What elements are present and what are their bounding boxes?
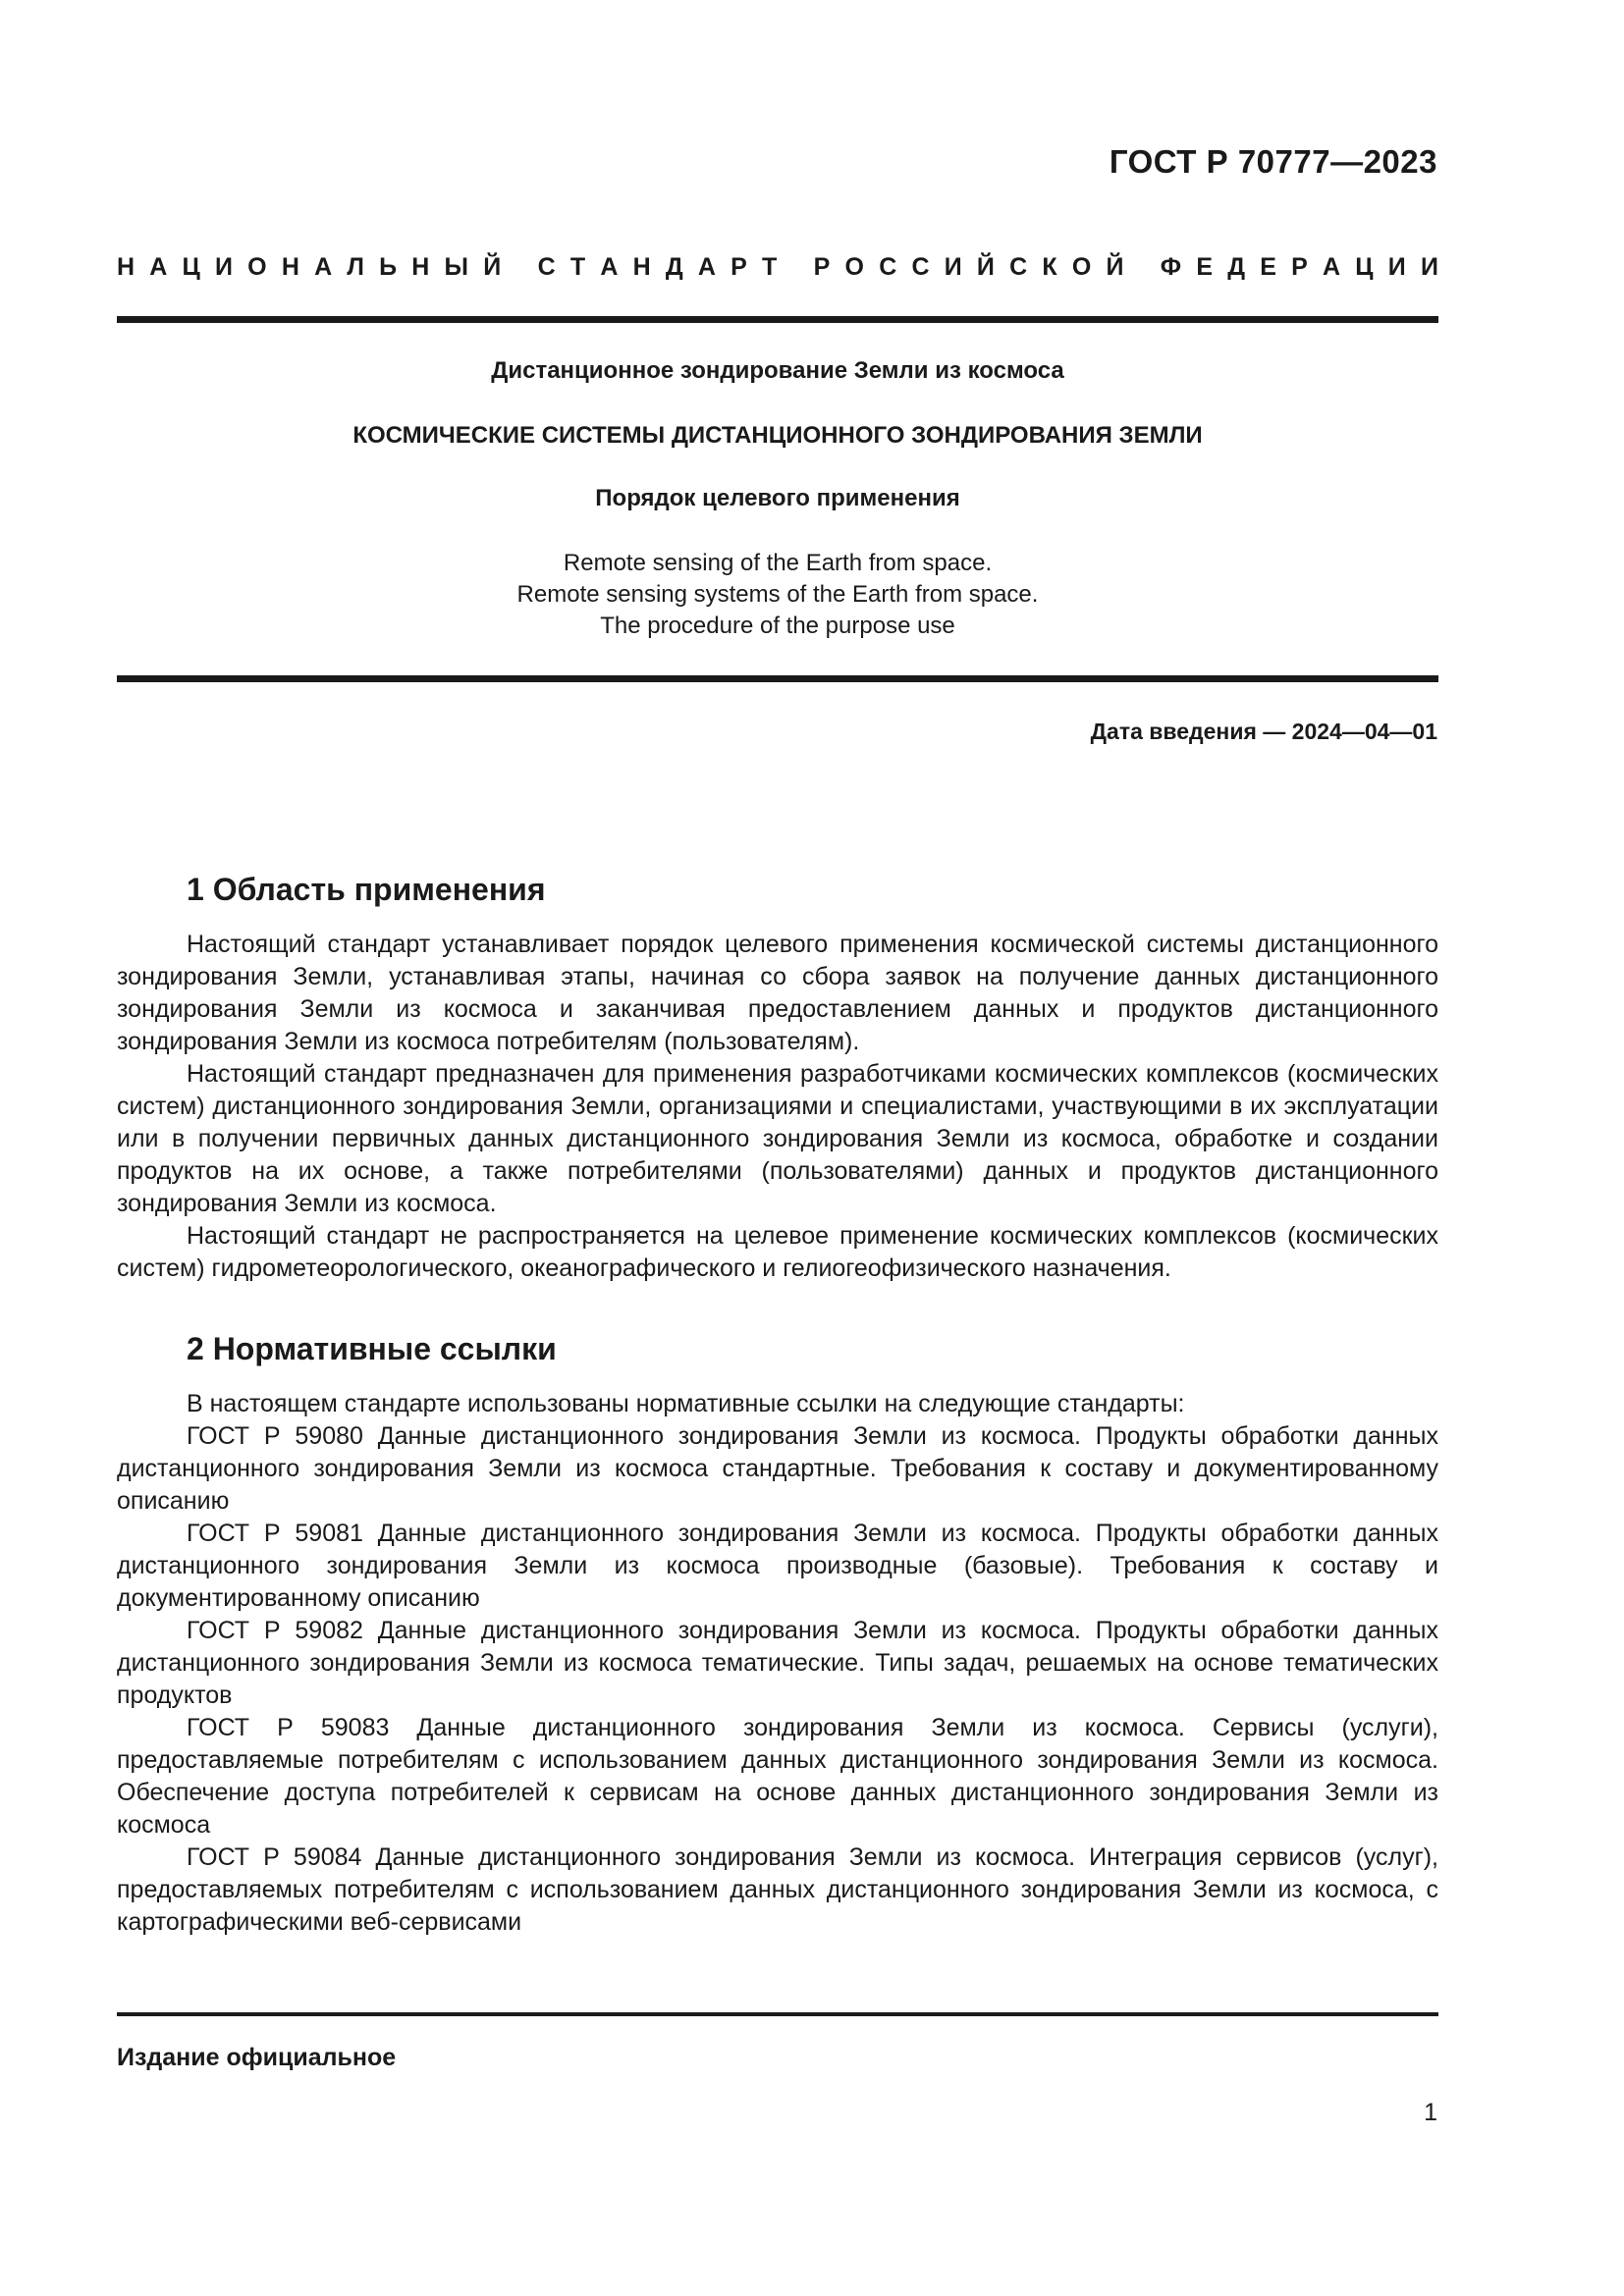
national-heading-letter: Ц [182,253,200,281]
title-rule [117,675,1438,682]
national-heading-letter: А [697,253,716,281]
title-part: Порядок целевого применения [595,485,960,511]
national-heading-letter: Л [347,253,364,281]
national-heading-letter: И [215,253,233,281]
paragraph: Настоящий стандарт устанавливает порядок целевого применения космической системы дистанционного зондирования Земли, устанавливая этапы, начиная со сбора заявок на получение данных дистанционного зондирования Земли из космоса и заканчивая предоставлением данных и продуктов дистанционного зондирования Земли из космоса потребителям (пользователям). [117,931,1438,1055]
title-english-line: Remote sensing systems of the Earth from space. [516,581,1039,608]
edition-label: Издание официальное [117,2044,397,2071]
national-heading-letter: Ф [1160,253,1182,281]
reference-item: ГОСТ Р 59083 Данные дистанционного зондирования Земли из космоса. Сервисы (услуги), предоставляемые потребителям с использованием данных дистанционного зондирования Земли из космоса. Обеспечение доступа потребителей к сервисам на основе данных дистанционного зондирования Земли из космоса [117,1714,1438,1839]
national-heading-letter [515,253,522,282]
national-heading-letter: Е [1196,253,1214,281]
reference-item: ГОСТ Р 59080 Данные дистанционного зондирования Земли из космоса. Продукты обработки данных дистанционного зондирования Земли из космоса стандартные. Требования к составу и документированному описанию [117,1422,1438,1515]
national-heading-letter: Р [813,253,831,281]
footer-rule [117,2012,1438,2016]
introduction-date: Дата введения — 2024—04—01 [1090,719,1437,744]
national-heading-letter: Д [665,253,683,281]
national-heading-letter: Й [483,253,502,281]
standard-number: ГОСТ Р 70777—2023 [1109,143,1437,180]
national-heading-letter [792,253,799,282]
national-heading-letter: С [1009,253,1028,281]
national-heading-letter: А [314,253,333,281]
national-heading-letter: Н [117,253,135,281]
section-1-title: 1 Область применения [187,872,546,907]
paragraph: Настоящий стандарт не распространяется на целевое применение космических комплексов (космических систем) гидрометеорологического, океанографического и гелиогеофизического назначения. [117,1222,1438,1282]
national-heading-letter: С [537,253,556,281]
national-heading-letter: А [149,253,168,281]
title-english [117,548,1438,642]
national-heading-letter: Н [281,253,299,281]
title-main: КОСМИЧЕСКИЕ СИСТЕМЫ ДИСТАНЦИОННОГО ЗОНДИРОВАНИЯ ЗЕМЛИ [352,422,1203,449]
title-english-line: Remote sensing of the Earth from space. [563,550,993,576]
section-2-body [117,1388,1438,1939]
page-number: 1 [1424,2099,1437,2126]
national-heading-letter: Р [1291,253,1308,281]
national-heading-letter: И [944,253,962,281]
national-heading-letter: С [911,253,930,281]
national-heading-letter: О [844,253,864,281]
national-heading-letter: Е [1260,253,1276,281]
title-subject: Дистанционное зондирование Земли из космоса [491,357,1064,384]
national-heading-letter: Ы [444,253,469,281]
national-heading-letter: Р [731,253,747,281]
section-2-title: 2 Нормативные ссылки [187,1331,557,1366]
national-heading-letter: К [1042,253,1057,281]
national-heading-letter: Т [762,253,778,281]
national-heading-letter: Й [1106,253,1124,281]
national-heading-letter: И [1420,253,1438,281]
national-heading-letter: И [1387,253,1406,281]
national-heading-letter: Т [569,253,586,281]
national-heading-letter: О [247,253,267,281]
national-heading-letter: Ц [1355,253,1374,281]
reference-item: ГОСТ Р 59084 Данные дистанционного зондирования Земли из космоса. Интеграция сервисов (услуг), предоставляемых потребителям с использованием данных дистанционного зондирования Земли из космоса, с картографическими веб-сервисами [117,1843,1438,1936]
reference-item: ГОСТ Р 59082 Данные дистанционного зондирования Земли из космоса. Продукты обработки данных дистанционного зондирования Земли из космоса тематические. Типы задач, решаемых на основе тематических продуктов [117,1617,1438,1709]
section-1-body [117,929,1438,1285]
paragraph: Настоящий стандарт предназначен для применения разработчиками космических комплексов (космических систем) дистанционного зондирования Земли, организациями и специалистами, участвующими в их эксплуатации или в получении первичных данных дистанционного зондирования Земли из космоса, обработке и создании продуктов на их основе, а также потребителями (пользователями) данных и продуктов дистанционного зондирования Земли из космоса. [117,1060,1438,1217]
national-heading-letter: Н [411,253,430,281]
title-english-line: The procedure of the purpose use [600,613,955,639]
national-heading-letter: О [1071,253,1092,281]
national-heading-letter: С [879,253,897,281]
paragraph: В настоящем стандарте использованы нормативные ссылки на следующие стандарты: [187,1390,1185,1417]
reference-item: ГОСТ Р 59081 Данные дистанционного зондирования Земли из космоса. Продукты обработки данных дистанционного зондирования Земли из космоса производные (базовые). Требования к составу и документированному описанию [117,1520,1438,1612]
header-rule [117,316,1438,323]
national-heading-letter: Д [1227,253,1246,281]
national-heading-letter: А [600,253,619,281]
national-heading-letter: Й [976,253,995,281]
national-heading-letter: Ь [379,253,398,281]
national-heading-letter: Н [632,253,651,281]
national-heading-letter: А [1323,253,1341,281]
national-standard-heading [117,253,1438,282]
national-heading-letter [1139,253,1146,282]
